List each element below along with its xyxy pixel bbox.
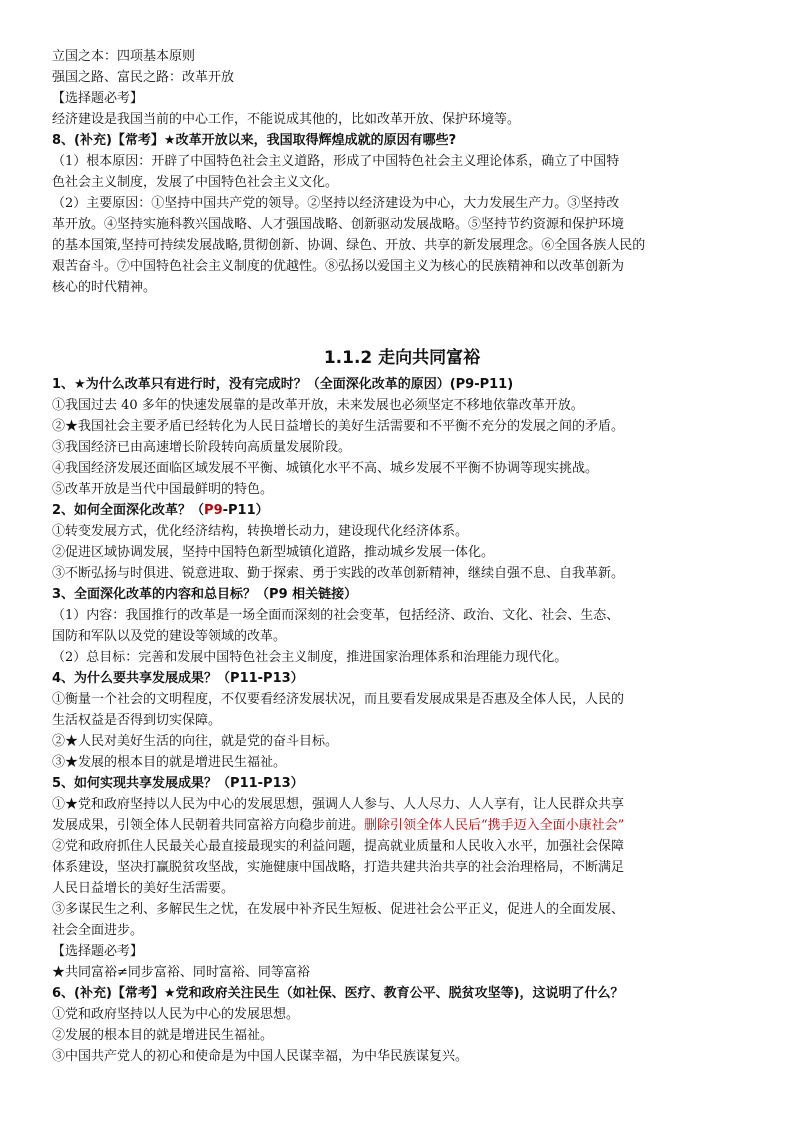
question-heading-1: 1、★为什么改革只有进行时，没有完成时？（全面深化改革的原因）(P9-P11) — [52, 377, 514, 392]
answer-line: ①我国过去 40 多年的快速发展靠的是改革开放，未来发展也必须坚定不移地依靠改革开放。 — [52, 398, 584, 413]
tag-line: 【选择题必考】 — [52, 91, 144, 106]
answer-line: 色社会主义制度，发展了中国特色社会主义文化。 — [52, 175, 339, 190]
answer-line: 的基本国策,坚持可持续发展战略,贯彻创新、协调、绿色、开放、共享的新发展理念。⑥全国各族人民的 — [52, 238, 646, 253]
question-heading-5: 5、如何实现共享发展成果？（P11-P13） — [52, 776, 304, 791]
text-line: 经济建设是我国当前的中心工作，不能说成其他的，比如改革开放、保护环境等。 — [52, 112, 521, 127]
heading-text: 2、如何全面深化改革？（ — [52, 503, 205, 518]
answer-line: ①党和政府坚持以人民为中心的发展思想。 — [52, 1007, 300, 1022]
answer-line: （2）总目标：完善和发展中国特色社会主义制度，推进国家治理体系和治理能力现代化。 — [52, 650, 568, 665]
text-line: 强国之路、富民之路：改革开放 — [52, 70, 235, 85]
answer-line: ③不断弘扬与时俱进、锐意进取、勤于探索、勇于实践的改革创新精神，继续自强不息、自我革新。 — [52, 566, 625, 581]
answer-line: ③我国经济已由高速增长阶段转向高质量发展阶段。 — [52, 440, 352, 455]
question-heading-6: 6、(补充)【常考】★党和政府关注民生（如社保、医疗、教育公平、脱贫攻坚等)，这说明了什么？ — [52, 986, 624, 1001]
edit-note-red: 删除引领全体人民后“携手迈入全面小康社会” — [364, 818, 625, 833]
question-heading-8: 8、(补充)【常考】★改革开放以来，我国取得辉煌成就的原因有哪些? — [52, 133, 457, 148]
answer-line: 国防和军队以及党的建设等领域的改革。 — [52, 629, 287, 644]
tag-line: 【选择题必考】 — [52, 944, 144, 959]
answer-line: 体系建设，坚决打赢脱贫攻坚战，实施健康中国战略，打造共建共治共享的社会治理格局，不断满足 — [52, 860, 625, 875]
answer-line: ④我国经济发展还面临区域发展不平衡、城镇化水平不高、城乡发展不平衡不协调等现实挑战。 — [52, 461, 599, 476]
answer-line: 核心的时代精神。 — [52, 280, 157, 295]
answer-line: 社会全面进步。 — [52, 923, 144, 938]
answer-line: ②党和政府抓住人民最关心最直接最现实的利益问题，提高就业质量和人民收入水平，加强社会保障 — [52, 839, 625, 854]
answer-line: ②★我国社会主要矛盾已经转化为人民日益增长的美好生活需要和不平衡不充分的发展之间的矛盾。 — [52, 419, 625, 434]
answer-line: ③★发展的根本目的就是增进民生福祉。 — [52, 755, 287, 770]
answer-line: ②发展的根本目的就是增进民生福祉。 — [52, 1028, 274, 1043]
answer-line: ③多谋民生之利、多解民生之忧，在发展中补齐民生短板、促进社会公平正义，促进人的全面发展、 — [52, 902, 625, 917]
question-heading-2 — [52, 500, 752, 521]
section-title: 1.1.2 走向共同富裕 — [323, 348, 481, 368]
answer-line: ①★党和政府坚持以人民为中心的发展思想，强调人人参与、人人尽力、人人享有，让人民群众共享 — [52, 797, 625, 812]
heading-text: -P11） — [222, 503, 269, 518]
answer-line: 革开放。④坚持实施科教兴国战略、人才强国战略、创新驱动发展战略。⑤坚持节约资源和保护环境 — [52, 217, 625, 232]
answer-text: 发展成果，引领全体人民朝着共同富裕方向稳步前进。 — [52, 818, 365, 833]
answer-line: 生活权益是否得到切实保障。 — [52, 713, 222, 728]
question-heading-3: 3、全面深化改革的内容和总目标？（P9 相关链接） — [52, 587, 358, 602]
question-heading-4: 4、为什么要共享发展成果？（P11-P13） — [52, 671, 304, 686]
document-page — [52, 46, 752, 1067]
page-ref-red: P9 — [204, 503, 223, 518]
answer-line: ③中国共产党人的初心和使命是为中国人民谋幸福，为中华民族谋复兴。 — [52, 1049, 469, 1064]
answer-line: 人民日益增长的美好生活需要。 — [52, 881, 235, 896]
answer-line: （1）内容：我国推行的改革是一场全面而深刻的社会变革，包括经济、政治、文化、社会、生态、 — [52, 608, 620, 623]
answer-line: （1）根本原因：开辟了中国特色社会主义道路，形成了中国特色社会主义理论体系，确立了中国特 — [52, 154, 620, 169]
answer-line — [52, 815, 752, 836]
answer-line: （2）主要原因：①坚持中国共产党的领导。②坚持以经济建设为中心，大力发展生产力。③坚持改 — [52, 196, 620, 211]
text-line: 立国之本：四项基本原则 — [52, 49, 196, 64]
answer-line: ①转变发展方式，优化经济结构，转换增长动力，建设现代化经济体系。 — [52, 524, 469, 539]
answer-line: ⑤改革开放是当代中国最鲜明的特色。 — [52, 482, 274, 497]
answer-line: 艰苦奋斗。⑦中国特色社会主义制度的优越性。⑧弘扬以爱国主义为核心的民族精神和以改革创新为 — [52, 259, 625, 274]
answer-line: ②促进区域协调发展，坚持中国特色新型城镇化道路，推动城乡发展一体化。 — [52, 545, 495, 560]
answer-line: ②★人民对美好生活的向往，就是党的奋斗目标。 — [52, 734, 339, 749]
note-line: ★共同富裕≠同步富裕、同时富裕、同等富裕 — [52, 965, 310, 980]
answer-line: ①衡量一个社会的文明程度，不仅要看经济发展状况，而且要看发展成果是否惠及全体人民，人民的 — [52, 692, 625, 707]
